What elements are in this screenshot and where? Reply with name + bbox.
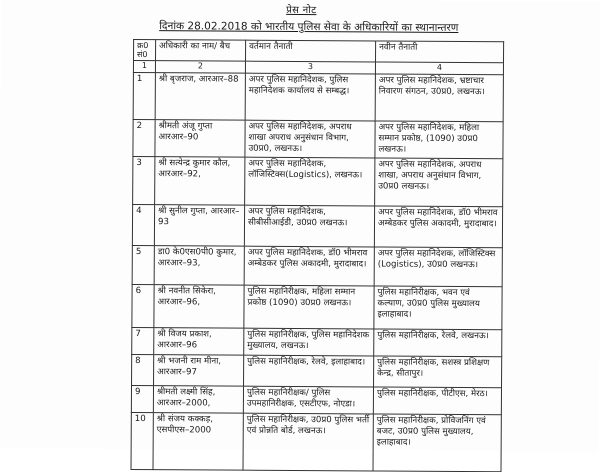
serial-cell: 6 bbox=[132, 284, 154, 327]
officer-cell: श्री संजय कक्कड़, एसपीएस–2000 bbox=[153, 412, 243, 470]
officer-cell: श्री नवनीत सिकेरा, आरआर–96, bbox=[154, 284, 244, 328]
new-posting-cell: पुलिस महानिरीक्षक, रेलवे, लखनऊ। bbox=[374, 329, 502, 357]
current-posting-cell: पुलिस महानिरीक्षक, उ0प्र0 पुलिस भर्ती एवं प्रोन्नति बोर्ड, लखनऊ। bbox=[243, 413, 373, 471]
officer-cell: श्री विजय प्रकाश, आरआर–96 bbox=[154, 327, 244, 355]
table-row bbox=[132, 204, 502, 247]
serial-cell: 3 bbox=[133, 156, 155, 204]
current-posting-cell: अपर पुलिस महानिदेशक, सीबीसीआईडी, उ0प्र0 लखनऊ। bbox=[244, 205, 374, 247]
table-row bbox=[133, 119, 503, 158]
serial-cell: 4 bbox=[132, 204, 154, 245]
document-subtitle: दिनांक 28.02.2018 को भारतीय पुलिस सेवा के अधिकारियों का स्थानान्तरण bbox=[159, 20, 459, 34]
current-posting-cell: अपर पुलिस महानिदेशक, लॉजिस्टिक्स(Logistics), लखनऊ। bbox=[245, 157, 375, 206]
column-number: 1 bbox=[133, 61, 155, 72]
officer-cell: श्री सुनील गुप्ता, आरआर–93 bbox=[154, 204, 244, 246]
table-row bbox=[132, 245, 502, 286]
table-row bbox=[132, 354, 502, 387]
table-row bbox=[133, 72, 503, 121]
officer-transfer-table bbox=[131, 39, 505, 472]
current-posting-cell: अपर पुलिस महानिदेशक, डॉ0 भीमराव अम्बेडकर पुलिस अकादमी, मुरादाबाद। bbox=[244, 246, 374, 286]
officer-cell: श्री सत्येन्द्र कुमार कौल, आरआर–92, bbox=[155, 156, 245, 205]
new-posting-cell: पुलिस महानिरीक्षक, भवन एवं कल्याण, उ0प्र0 पुलिस मुख्यालय इलाहाबाद। bbox=[374, 286, 502, 330]
officer-cell: श्रीमती लक्ष्मी सिंह, आरआर–2000, bbox=[153, 385, 243, 413]
table-row bbox=[131, 385, 501, 414]
new-posting-cell: पुलिस महानिरीक्षक, पीटीएस, मेरठ। bbox=[373, 387, 501, 415]
new-posting-cell: पुलिस महानिरीक्षक, सशस्त्र प्रशिक्षण केन्द्र, सीतापुर। bbox=[374, 356, 502, 388]
column-number: 2 bbox=[155, 61, 245, 73]
table-row bbox=[133, 156, 503, 206]
table-row bbox=[131, 412, 501, 471]
table-row bbox=[132, 327, 502, 356]
new-posting-cell: पुलिस महानिरीक्षक, प्रोविजनिंग एवं बजट, उ0प्र0 पुलिस मुख्यालय, इलाहाबाद। bbox=[373, 414, 501, 472]
current-posting-cell: पुलिस महानिरीक्षक, रेलवे, इलाहाबाद। bbox=[244, 355, 374, 387]
current-posting-cell: अपर पुलिस महानिदेशक, अपराध शाखा अपराध अनुसंधान विभाग, उ0प्र0, लखनऊ। bbox=[245, 120, 375, 158]
new-posting-cell: अपर पुलिस महानिदेशक, लॉजिस्टिक्स (Logistics), उ0प्र0 लखनऊ। bbox=[374, 247, 502, 287]
current-posting-cell: पुलिस महानिरीक्षक, पुलिस महानिदेशक मुख्यालय, लखनऊ। bbox=[244, 328, 374, 356]
current-posting-cell: अपर पुलिस महानिदेशक, पुलिस महानिदेशक कार्यालय से सम्बद्ध। bbox=[245, 73, 375, 121]
officer-cell: श्रीमती अंजू गुप्ता आरआर–90 bbox=[155, 119, 245, 157]
officer-cell: श्री भजनी राम मीना, आरआर–97 bbox=[154, 354, 244, 386]
header-serial: क्र0 सं0 bbox=[133, 39, 155, 61]
document-title: प्रेस नोट bbox=[286, 4, 317, 17]
current-posting-cell: पुलिस महानिरीक्षक/ पुलिस उपमहानिरीक्षक, एसटीएफ, नोएडा। bbox=[243, 386, 373, 414]
serial-cell: 8 bbox=[132, 354, 154, 385]
header-new-posting: नवीन तैनाती bbox=[375, 41, 503, 63]
current-posting-cell: पुलिस महानिरीक्षक, महिला सम्मान प्रकोष्ठ (1090) उ0प्र0 लखनऊ। bbox=[244, 285, 374, 329]
serial-cell: 5 bbox=[132, 245, 154, 284]
serial-cell: 7 bbox=[132, 327, 154, 354]
column-number: 4 bbox=[375, 62, 503, 74]
new-posting-cell: अपर पुलिस महानिदेशक, महिला सम्मान प्रकोष्ठ, (1090) उ0प्र0 लखनऊ। bbox=[375, 121, 503, 159]
serial-cell: 10 bbox=[131, 412, 153, 469]
new-posting-cell: अपर पुलिस महानिदेशक, भ्रष्टाचार निवारण संगठन, उ0प्र0, लखनऊ। bbox=[375, 74, 503, 122]
new-posting-cell: अपर पुलिस महानिदेशक, डॉ0 भीमराव अम्बेडकर पुलिस अकादमी, मुरादाबाद। bbox=[374, 206, 502, 248]
header-current-posting: वर्तमान तैनाती bbox=[245, 40, 375, 62]
officer-cell: श्री बृजराज, आरआर–88 bbox=[155, 72, 245, 120]
new-posting-cell: अपर पुलिस महानिदेशक, अपराध शाखा, अपराध अनुसंधान विभाग, उ0प्र0 लखनऊ। bbox=[375, 158, 503, 207]
serial-cell: 2 bbox=[133, 119, 155, 156]
serial-cell: 1 bbox=[133, 72, 155, 119]
header-officer: अधिकारी का नाम/ बैच bbox=[155, 40, 245, 62]
serial-cell: 9 bbox=[131, 385, 153, 412]
table-header-row bbox=[133, 39, 503, 63]
officer-cell: डा0 के0एस0पी0 कुमार, आरआर–93, bbox=[154, 245, 244, 285]
column-number: 3 bbox=[245, 62, 375, 74]
table-row bbox=[132, 284, 502, 329]
